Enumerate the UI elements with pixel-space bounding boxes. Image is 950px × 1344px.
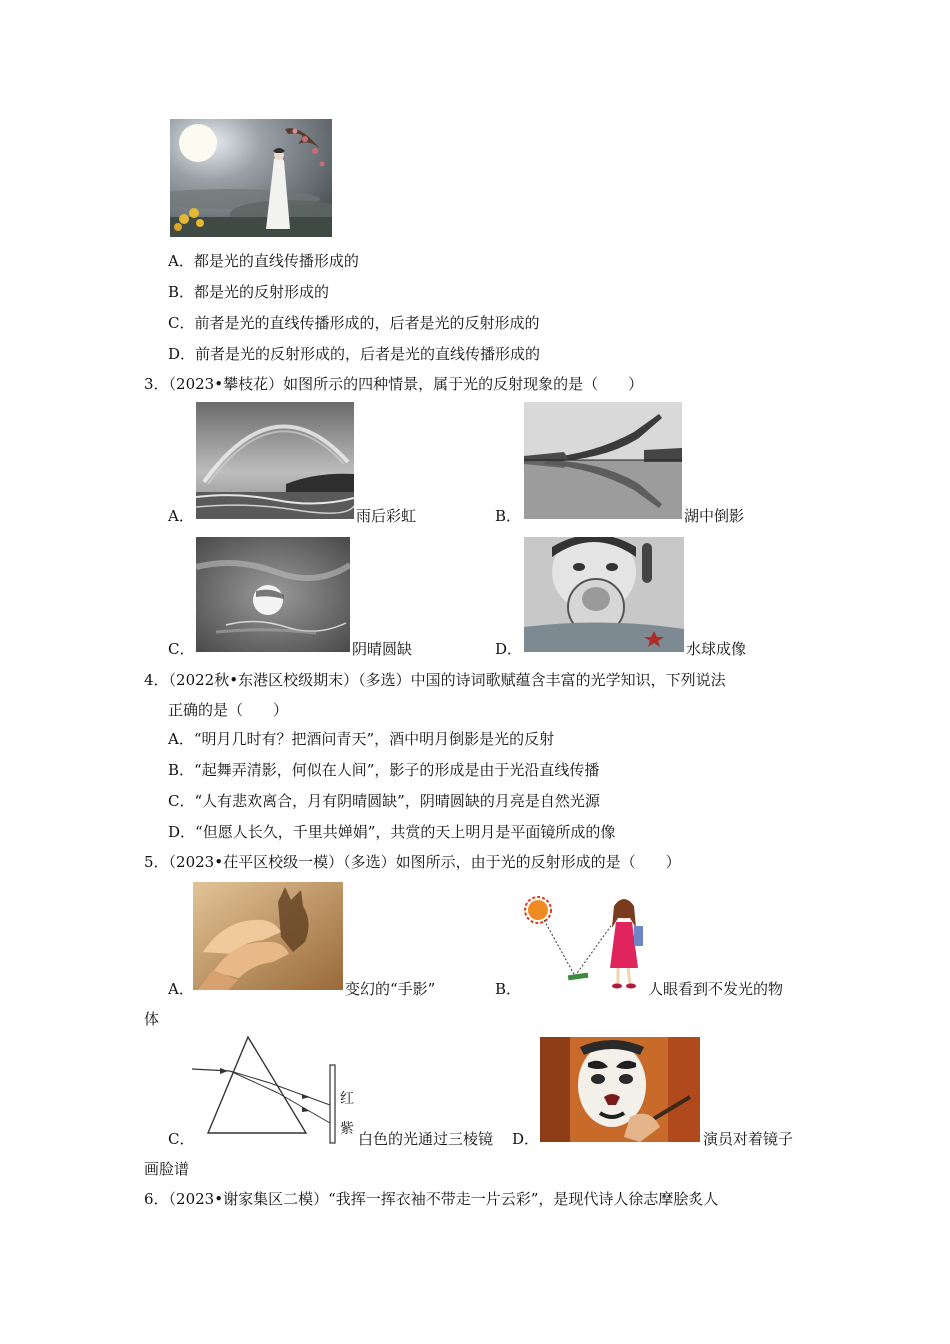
- question-text: （2023•攀枝花）如图所示的四种情景，属于光的反射现象的是（ ）: [168, 375, 644, 393]
- option-letter: D．: [168, 823, 196, 841]
- q5-option-c-caption: 白色的光通过三棱镜: [358, 1130, 494, 1148]
- hand-shadow-image: [193, 882, 343, 990]
- q4-stem-line1: [144, 670, 726, 690]
- option-text: “但愿人长久，千里共婵娟”，共赏的天上明月是平面镜所成的像: [195, 823, 616, 841]
- option-text: 都是光的直线传播形成的: [193, 252, 359, 270]
- q3-option-c-caption: 阴晴圆缺: [352, 640, 413, 658]
- question-number: 4．: [144, 671, 169, 689]
- prism-label-violet: 紫: [340, 1121, 354, 1137]
- q5-option-a-letter: A．: [168, 980, 194, 998]
- q3-option-b-caption: 湖中倒影: [684, 507, 745, 525]
- question-text: （2022秋•东港区校级期末）（多选）中国的诗词歌赋蕴含丰富的光学知识，下列说法: [168, 671, 726, 689]
- option-text: 都是光的反射形成的: [194, 283, 330, 301]
- q5-option-a-caption: 变幻的“手影”: [345, 980, 436, 998]
- partial-moon-image: [196, 537, 350, 652]
- prism-label-red: 红: [340, 1091, 354, 1107]
- question-text: （2023•谢家集区二模）“我挥一挥衣袖不带走一片云彩”，是现代诗人徐志摩脍炙人: [168, 1190, 719, 1208]
- prism-diagram: [190, 1033, 358, 1145]
- option-text: “人有悲欢离合，月有阴晴圆缺”，阴晴圆缺的月亮是自然光源: [194, 792, 600, 810]
- q5-option-b-caption: 人眼看到不发光的物: [648, 980, 784, 998]
- question-number: 5．: [144, 853, 169, 871]
- option-letter: B．: [168, 761, 195, 779]
- question-text: （2023•茌平区校级一模）（多选）如图所示，由于光的反射形成的是（ ）: [168, 853, 681, 871]
- option-text: “明月几时有？把酒问青天”，酒中明月倒影是光的反射: [193, 730, 555, 748]
- lake-reflection-image: [524, 402, 682, 519]
- q2-option-a: [168, 251, 359, 271]
- option-letter: A．: [168, 730, 194, 748]
- q3-option-b-letter: B．: [495, 507, 522, 525]
- q5-option-b-caption-wrap: 体: [144, 1010, 160, 1028]
- option-letter: A．: [168, 252, 194, 270]
- q3-option-a-letter: A．: [168, 507, 194, 525]
- option-letter: B．: [168, 283, 195, 301]
- option-text: 前者是光的反射形成的，后者是光的直线传播形成的: [195, 345, 541, 363]
- option-letter: D．: [168, 345, 196, 363]
- q4-option-b: [168, 760, 599, 780]
- q3-option-d-letter: D．: [495, 640, 523, 658]
- q2-option-d: [168, 344, 540, 364]
- water-ball-image: [524, 537, 684, 652]
- q2-option-b: [168, 282, 329, 302]
- q5-option-c-letter: C．: [168, 1130, 195, 1148]
- q3-stem: [144, 374, 643, 394]
- moon-poet-image: [170, 119, 332, 237]
- q5-stem: [144, 852, 681, 872]
- q5-option-b-letter: B．: [495, 980, 522, 998]
- q3-option-a-caption: 雨后彩虹: [356, 507, 417, 525]
- opera-mask-image: [540, 1037, 700, 1142]
- question-number: 6．: [144, 1190, 169, 1208]
- q4-stem-line2: 正确的是（ ）: [168, 701, 289, 719]
- q4-option-a: [168, 729, 554, 749]
- eye-sees-object-image: [520, 888, 645, 990]
- q5-option-d-caption-wrap: 画脸谱: [144, 1160, 190, 1178]
- q3-option-c-letter: C．: [168, 640, 195, 658]
- question-number: 3．: [144, 375, 169, 393]
- option-text: 前者是光的直线传播形成的，后者是光的反射形成的: [194, 314, 540, 332]
- q4-option-c: [168, 791, 600, 811]
- option-letter: C．: [168, 314, 195, 332]
- option-letter: C．: [168, 792, 195, 810]
- q2-option-c: [168, 313, 540, 333]
- rainbow-image: [196, 402, 354, 519]
- q5-option-d-letter: D．: [512, 1130, 540, 1148]
- q6-stem: [144, 1189, 718, 1209]
- q3-option-d-caption: 水球成像: [686, 640, 747, 658]
- q5-option-d-caption: 演员对着镜子: [703, 1130, 794, 1148]
- q4-option-d: [168, 822, 615, 842]
- option-text: “起舞弄清影，何似在人间”，影子的形成是由于光沿直线传播: [194, 761, 600, 779]
